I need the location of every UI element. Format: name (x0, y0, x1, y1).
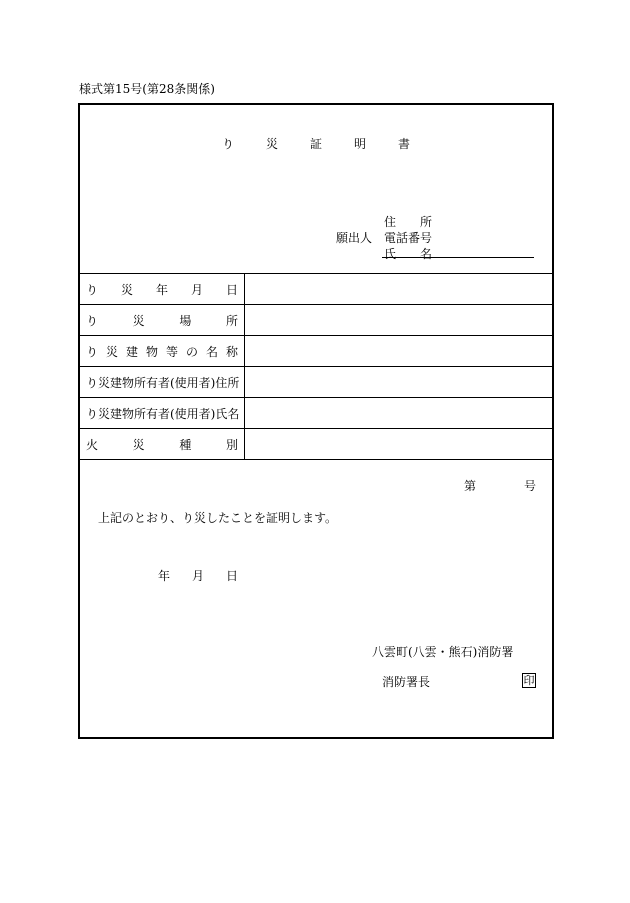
issuing-office: 八雲町(八雲・熊石)消防署 (372, 645, 514, 659)
title-char: 書 (397, 137, 410, 151)
field-label-owner-name: り災建物所有者(使用者)氏名 (86, 406, 240, 421)
table-row (80, 367, 552, 398)
certification-statement: 上記のとおり、り災したことを証明します。 (98, 511, 338, 525)
field-label-fire-type: 火災種別 (86, 437, 238, 452)
field-label-owner-address: り災建物所有者(使用者)住所 (86, 375, 240, 390)
field-value-fire-type[interactable] (245, 429, 553, 460)
name-label: 氏 名 (384, 247, 432, 261)
certificate-number-prefix: 第 (464, 479, 477, 493)
field-value-disaster-place[interactable] (245, 305, 553, 336)
field-value-owner-name[interactable] (245, 398, 553, 429)
form-number: 様式第15号(第28条関係) (79, 82, 215, 96)
field-label-disaster-place: り災場所 (86, 313, 238, 328)
issue-date (158, 567, 238, 584)
field-label-building-name: り災建物等の名称 (86, 344, 238, 359)
title-char: 災 (265, 137, 278, 151)
seal-icon: 印 (523, 674, 535, 687)
title-char: 明 (353, 137, 366, 151)
disaster-info-table (80, 273, 552, 460)
table-row (80, 305, 552, 336)
chief-title: 消防署長 (382, 675, 431, 689)
date-month: 月 (191, 569, 204, 583)
certificate-number (464, 477, 536, 494)
phone-label: 電話番号 (384, 231, 433, 245)
date-day: 日 (225, 569, 238, 583)
certificate-frame (78, 103, 554, 739)
applicant-label: 願出人 (336, 231, 373, 245)
title-char: り (221, 137, 234, 151)
title-char: 証 (309, 137, 322, 151)
table-row (80, 274, 552, 305)
field-value-owner-address[interactable] (245, 367, 553, 398)
document-title (80, 135, 552, 152)
field-value-disaster-date[interactable] (245, 274, 553, 305)
date-year: 年 (158, 569, 171, 583)
address-label: 住 所 (384, 215, 432, 229)
field-label-disaster-date: り災年月日 (86, 282, 238, 297)
name-underline (382, 257, 534, 258)
table-row (80, 429, 552, 460)
table-row (80, 336, 552, 367)
table-row (80, 398, 552, 429)
certificate-number-suffix: 号 (523, 479, 536, 493)
field-value-building-name[interactable] (245, 336, 553, 367)
